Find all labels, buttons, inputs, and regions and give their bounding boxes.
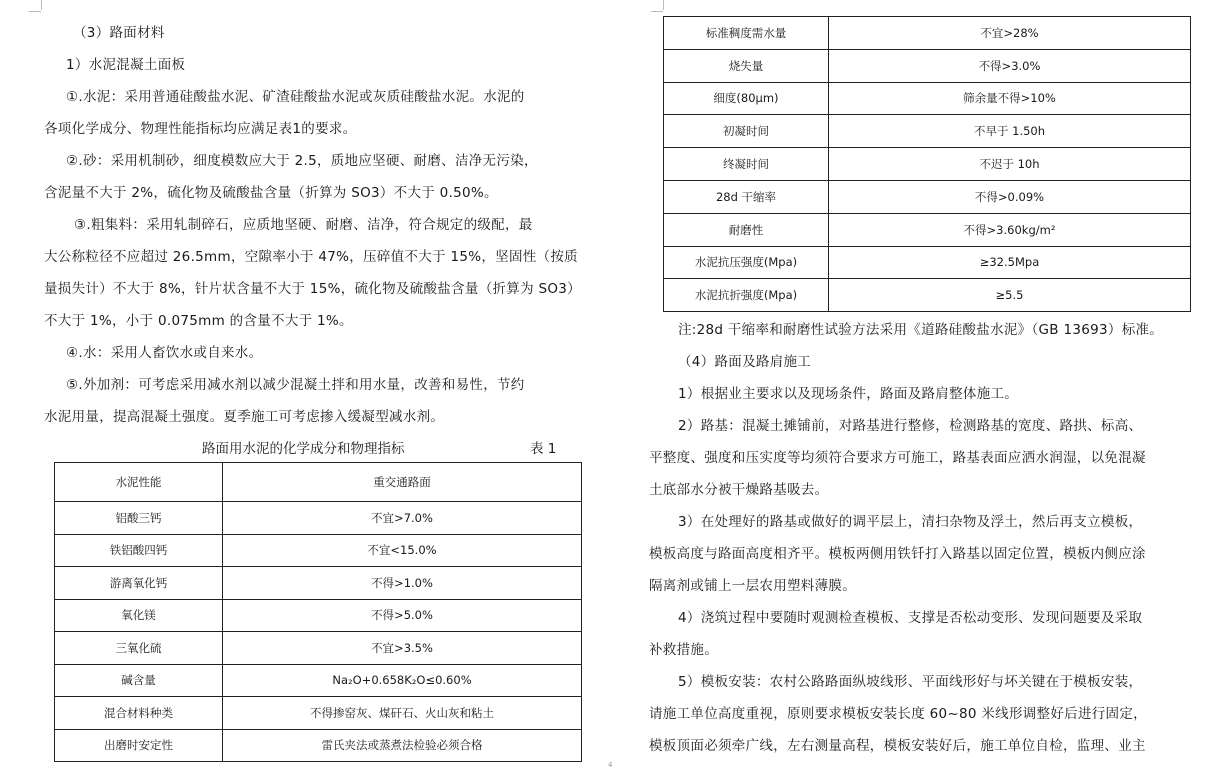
- left-text-block: [44, 17, 589, 433]
- right-page-column: [649, 0, 1194, 772]
- value-cell: Na₂O+0.658K₂O≤0.60%: [223, 664, 582, 697]
- table-row: [55, 502, 582, 535]
- paragraph-cement-cont: 各项化学成分、物理性能指标均应满足表1的要求。: [44, 121, 357, 137]
- paragraph-sand-cont: 含泥量不大于 2%，硫化物及硫酸盐含量（折算为 SO3）不大于 0.50%。: [44, 185, 498, 201]
- table-row: [664, 17, 1191, 50]
- paragraph-roadbed-cont-2: 土底部水分被干燥路基吸去。: [649, 482, 829, 498]
- table-number: 表 1: [530, 441, 557, 457]
- cement-properties-table: [54, 462, 582, 762]
- table-row: [664, 246, 1191, 279]
- table-row: [664, 213, 1191, 246]
- table-row: [55, 567, 582, 600]
- property-cell: 水泥抗折强度(Mpa): [664, 279, 829, 312]
- property-cell: 标准稠度需水量: [664, 17, 829, 50]
- table-row: [55, 729, 582, 762]
- paragraph-formwork-setup: 3）在处理好的路基或做好的调平层上，清扫杂物及浮土，然后再支立模板，: [678, 514, 1143, 530]
- table-row: [55, 534, 582, 567]
- property-cell: 终凝时间: [664, 148, 829, 181]
- crop-mark-left: [41, 0, 42, 10]
- paragraph-formwork-installation-cont-1: 请施工单位高度重视，原则要求模板安装长度 60~80 米线形调整好后进行固定，: [649, 706, 1147, 722]
- paragraph-roadbed-cont-1: 平整度、强度和压实度等均须符合要求方可施工，路基表面应洒水润湿，以免混凝: [649, 450, 1146, 466]
- table-row: [664, 148, 1191, 181]
- property-cell: 烧失量: [664, 49, 829, 82]
- value-cell: 不宜>3.5%: [223, 632, 582, 665]
- paragraph-coarse-aggregate-cont-3: 不大于 1%，小于 0.075mm 的含量不大于 1%。: [44, 313, 353, 329]
- value-cell: 不得>3.60kg/m²: [829, 213, 1191, 246]
- subsection-heading-concrete-slab: 1）水泥混凝土面板: [66, 57, 186, 73]
- property-cell: 铝酸三钙: [55, 502, 223, 535]
- crop-mark-left-h: [29, 11, 41, 12]
- page-number: 4: [608, 761, 613, 769]
- section-heading-road-materials: （3）路面材料: [73, 25, 165, 41]
- paragraph-pouring-inspection-cont: 补救措施。: [649, 642, 718, 658]
- value-cell: 不得掺窑灰、煤矸石、火山灰和粘土: [223, 697, 582, 730]
- value-cell: 不早于 1.50h: [829, 115, 1191, 148]
- paragraph-admixture: ⑤.外加剂：可考虑采用减水剂以减少混凝土拌和用水量，改善和易性，节约: [66, 377, 525, 393]
- table-header-row: [55, 463, 582, 502]
- property-cell: 28d 干缩率: [664, 180, 829, 213]
- table-row: [664, 49, 1191, 82]
- property-cell: 耐磨性: [664, 213, 829, 246]
- table-header-cell: 水泥性能: [55, 463, 223, 502]
- table-header-cell: 重交通路面: [223, 463, 582, 502]
- property-cell: 细度(80μm): [664, 82, 829, 115]
- section-heading-road-construction: （4）路面及路肩施工: [678, 354, 812, 370]
- paragraph-sand: ②.砂：采用机制砂，细度模数应大于 2.5，质地应坚硬、耐磨、洁净无污染，: [66, 153, 538, 169]
- property-cell: 碱含量: [55, 664, 223, 697]
- value-cell: 雷氏夹法或蒸煮法检验必须合格: [223, 729, 582, 762]
- value-cell: 不宜>28%: [829, 17, 1191, 50]
- value-cell: 不宜<15.0%: [223, 534, 582, 567]
- table-caption: [44, 437, 589, 459]
- paragraph-coarse-aggregate-cont-1: 大公称粒径不应超过 26.5mm，空隙率小于 47%，压碎值不大于 15%，坚固性（按质: [44, 249, 578, 265]
- property-cell: 铁铝酸四钙: [55, 534, 223, 567]
- value-cell: 筛余量不得>10%: [829, 82, 1191, 115]
- value-cell: 不得>3.0%: [829, 49, 1191, 82]
- value-cell: ≥5.5: [829, 279, 1191, 312]
- paragraph-roadbed: 2）路基：混凝土摊铺前，对路基进行整修，检测路基的宽度、路拱、标高、: [678, 418, 1143, 434]
- table-row: [55, 632, 582, 665]
- paragraph-overall-construction: 1）根据业主要求以及现场条件，路面及路肩整体施工。: [678, 386, 1019, 402]
- table-row: [664, 279, 1191, 312]
- paragraph-cement: ①.水泥：采用普通硅酸盐水泥、矿渣硅酸盐水泥或灰质硅酸盐水泥。水泥的: [66, 89, 525, 105]
- value-cell: 不宜>7.0%: [223, 502, 582, 535]
- left-page-column: [44, 0, 589, 772]
- paragraph-coarse-aggregate-cont-2: 量损失计）不大于 8%，针片状含量不大于 15%，硫化物及硫酸盐含量（折算为 SO3）: [44, 281, 581, 297]
- value-cell: 不迟于 10h: [829, 148, 1191, 181]
- table-row: [55, 664, 582, 697]
- table-row: [55, 599, 582, 632]
- paragraph-coarse-aggregate: ③.粗集料：采用轧制碎石，应质地坚硬、耐磨、洁净，符合规定的级配，最: [74, 217, 533, 233]
- paragraph-water: ④.水：采用人畜饮水或自来水。: [66, 345, 263, 361]
- paragraph-pouring-inspection: 4）浇筑过程中要随时观测检查模板、支撑是否松动变形、发现问题要及采取: [678, 610, 1143, 626]
- property-cell: 初凝时间: [664, 115, 829, 148]
- paragraph-formwork-setup-cont-1: 模板高度与路面高度相齐平。模板两侧用铁钎打入路基以固定位置，模板内侧应涂: [649, 546, 1146, 562]
- table-note: 注:28d 干缩率和耐磨性试验方法采用《道路硅酸盐水泥》（GB 13693）标准。: [678, 322, 1164, 338]
- paragraph-admixture-cont: 水泥用量，提高混凝土强度。夏季施工可考虑掺入缓凝型减水剂。: [44, 409, 445, 425]
- value-cell: ≥32.5Mpa: [829, 246, 1191, 279]
- value-cell: 不得>5.0%: [223, 599, 582, 632]
- cement-properties-table-continued: [663, 16, 1191, 312]
- paragraph-formwork-setup-cont-2: 隔离剂或铺上一层农用塑料薄膜。: [649, 578, 856, 594]
- property-cell: 氧化镁: [55, 599, 223, 632]
- table-row: [55, 697, 582, 730]
- property-cell: 混合材料种类: [55, 697, 223, 730]
- property-cell: 三氧化硫: [55, 632, 223, 665]
- paragraph-formwork-installation-cont-2: 模板顶面必须牵广线，左右测量高程，模板安装好后，施工单位自检，监理、业主: [649, 738, 1146, 754]
- table-row: [664, 82, 1191, 115]
- paragraph-formwork-installation: 5）模板安装：农村公路路面纵坡线形、平面线形好与坏关键在于模板安装，: [678, 674, 1143, 690]
- table-row: [664, 115, 1191, 148]
- table-row: [664, 180, 1191, 213]
- value-cell: 不得>0.09%: [829, 180, 1191, 213]
- table-title: 路面用水泥的化学成分和物理指标: [202, 441, 405, 457]
- right-text-block: [649, 314, 1163, 762]
- value-cell: 不得>1.0%: [223, 567, 582, 600]
- property-cell: 出磨时安定性: [55, 729, 223, 762]
- property-cell: 水泥抗压强度(Mpa): [664, 246, 829, 279]
- property-cell: 游离氧化钙: [55, 567, 223, 600]
